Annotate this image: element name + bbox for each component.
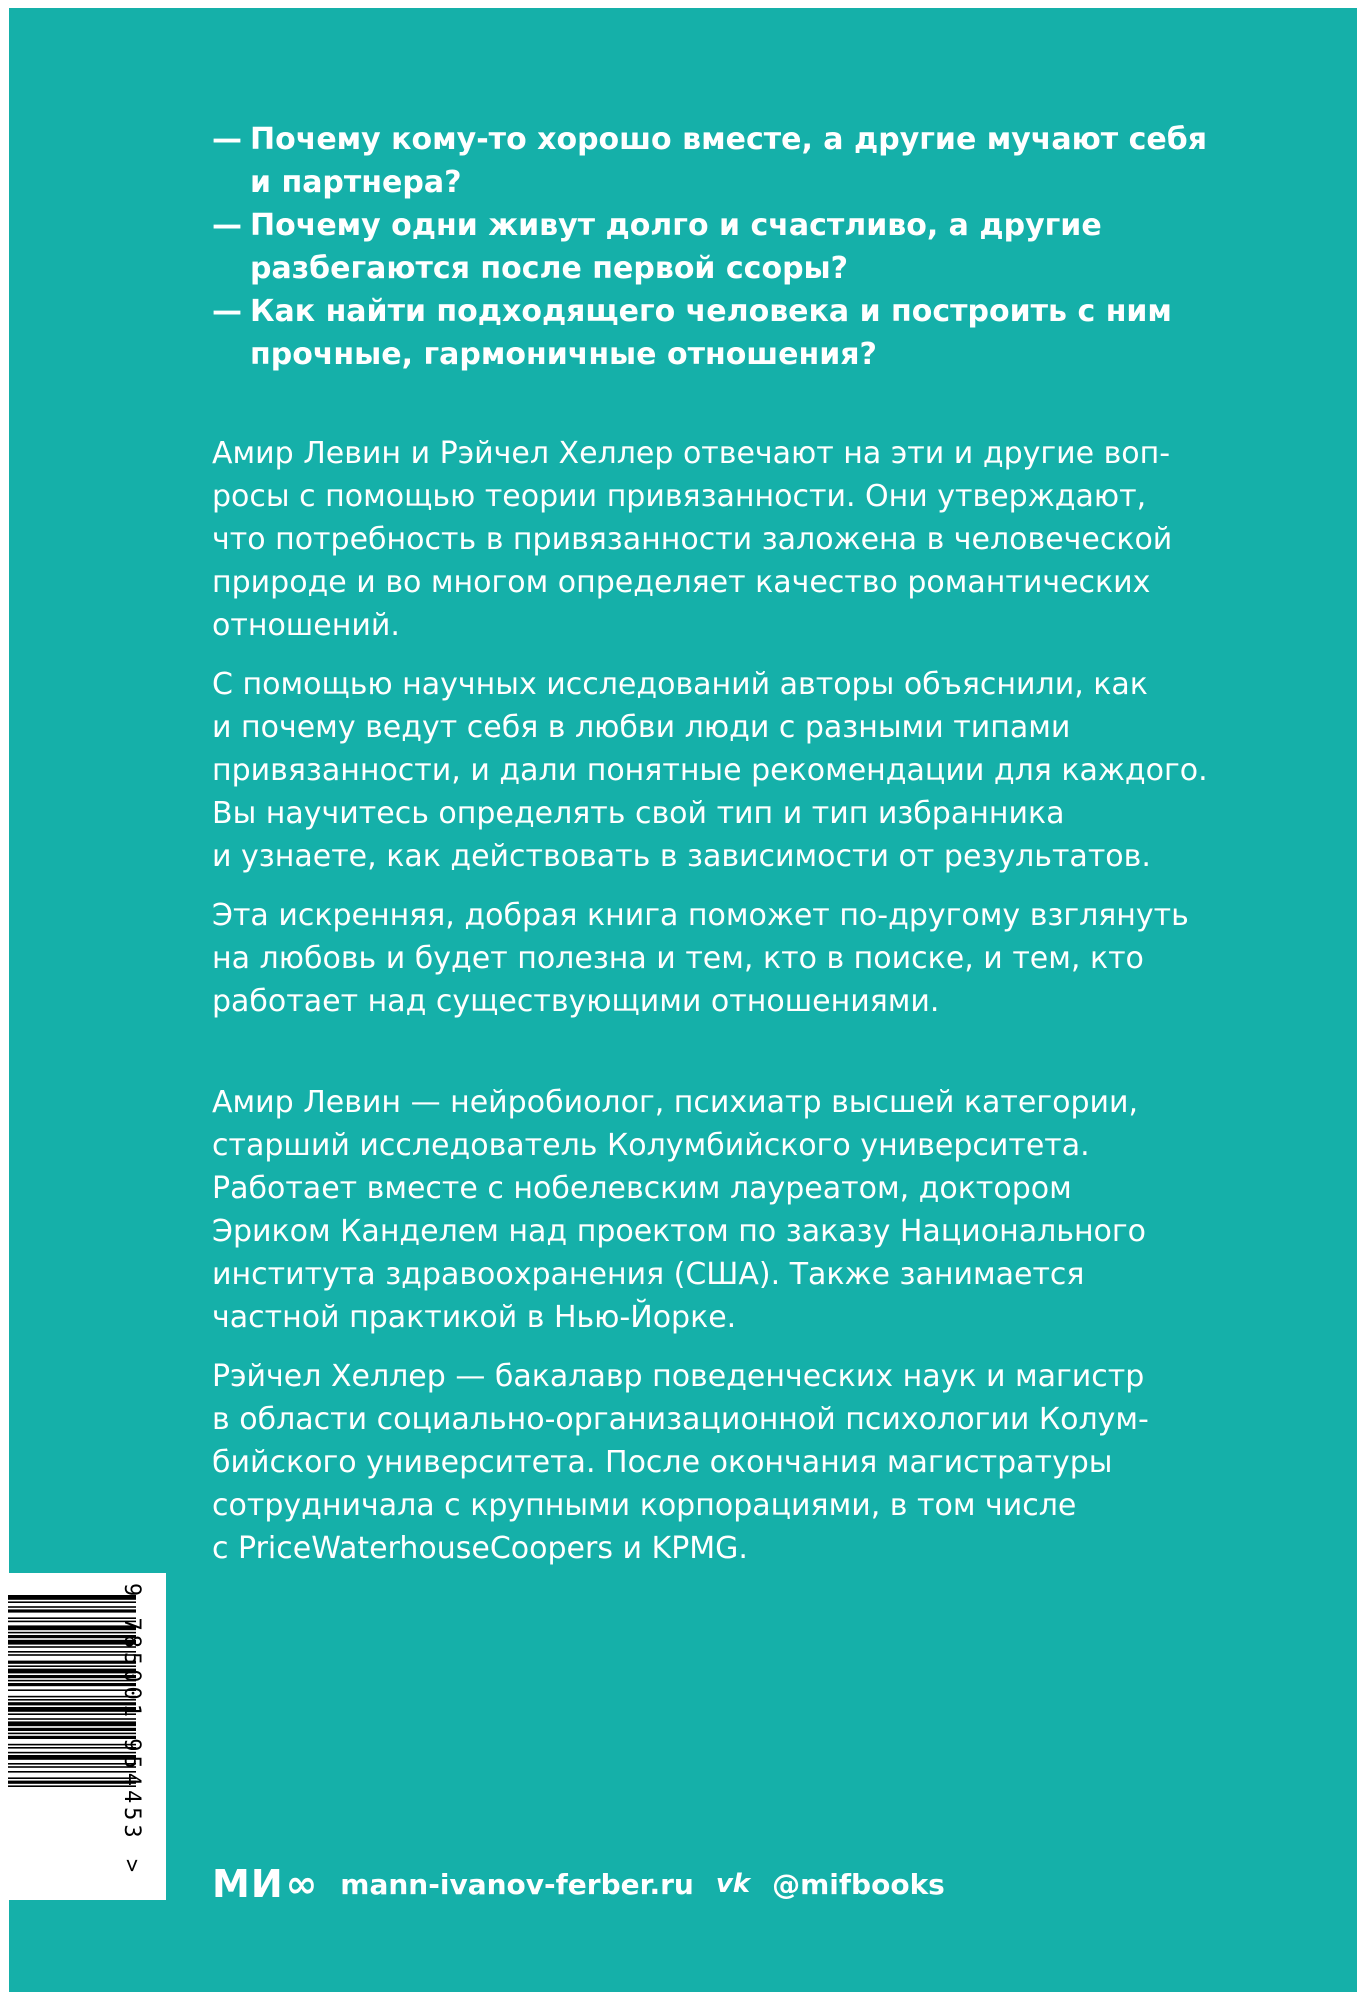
em-dash: — <box>212 122 242 157</box>
barcode-bar <box>8 1606 136 1608</box>
barcode-bar <box>8 1744 136 1746</box>
barcode-bar <box>8 1640 136 1645</box>
barcode-bar <box>8 1752 136 1754</box>
publisher-footer <box>212 1862 945 1906</box>
barcode-bar <box>8 1785 136 1787</box>
barcode-bar <box>8 1683 136 1686</box>
barcode-bar <box>8 1661 136 1664</box>
barcode-bar <box>8 1721 136 1726</box>
mif-logo <box>212 1862 318 1906</box>
barcode-bar <box>8 1718 136 1720</box>
barcode-bar <box>8 1646 136 1648</box>
description-paragraph: Эта искренняя, добрая книга поможет по-другому взглянуть на любовь и будет полезна и тем, кто в поиске, и тем, кто работает над существующими отношениями. <box>212 898 1189 1019</box>
book-description <box>212 432 1212 1039</box>
barcode-bar <box>8 1601 136 1603</box>
barcode-bar <box>8 1781 136 1784</box>
description-paragraph: С помощью научных исследований авторы объяснили, как и почему ведут себя в любви люди с разными типами привязанности, и дали понятные рекомендации для каждого. Вы научитесь определять свой тип и тип избранника и узнаете, как действовать в зависимости от результатов. <box>212 667 1208 874</box>
barcode-bar <box>8 1595 136 1600</box>
isbn-number: 9 785001 954453 > <box>119 1583 144 1877</box>
em-dash: — <box>212 208 242 243</box>
barcode-bar <box>8 1654 136 1656</box>
barcode-bar <box>8 1696 136 1698</box>
question-text: Как найти подходящего человека и построить с ним прочные, гармоничные отношения? <box>250 294 1172 372</box>
author-bios <box>212 1081 1212 1586</box>
website-link[interactable]: mann-ivanov-ferber.ru <box>340 1867 694 1901</box>
infinity-icon: ∞ <box>285 1862 319 1906</box>
question-item <box>212 290 1212 376</box>
barcode-bar <box>8 1707 136 1712</box>
barcode-bar <box>8 1665 136 1667</box>
logo-letters: МИ <box>212 1862 284 1906</box>
question-item <box>212 204 1212 290</box>
barcode-bar <box>8 1728 136 1731</box>
question-list <box>212 118 1212 376</box>
barcode-bar <box>8 1747 136 1749</box>
question-text: Почему кому-то хорошо вместе, а другие мучают себя и партнера? <box>250 122 1207 200</box>
question-text: Почему одни живут долго и счастливо, а другие разбегаются после первой ссоры? <box>250 208 1102 286</box>
barcode-bar <box>8 1621 136 1623</box>
barcode-bar <box>8 1609 136 1612</box>
barcode-bar <box>8 1651 136 1653</box>
social-handle[interactable]: @mifbooks <box>772 1867 945 1901</box>
barcode-bar <box>8 1689 136 1691</box>
barcode-bar <box>8 1680 136 1682</box>
barcode-bar <box>8 1669 136 1674</box>
barcode-bar <box>8 1699 136 1701</box>
em-dash: — <box>212 294 242 329</box>
barcode-bar <box>8 1617 136 1619</box>
vk-icon[interactable]: vk <box>715 1869 751 1899</box>
barcode-bar <box>8 1777 136 1779</box>
barcode-bar <box>8 1625 136 1630</box>
author-bio-heller: Рэйчел Хеллер — бакалавр поведенческих наук и магистр в области социально-организационной психологии Колум- бийского университета. После окончания магистратуры сотрудничала с крупными корпорациями, в том числе с PriceWaterhouseCoopers и KPMG. <box>212 1359 1149 1566</box>
barcode-bar <box>8 1635 136 1638</box>
barcode-bar <box>8 1733 136 1735</box>
barcode-bar <box>8 1736 136 1739</box>
barcode-bar <box>8 1755 136 1760</box>
barcode-bar <box>8 1702 136 1705</box>
question-item <box>212 118 1212 204</box>
barcode-bar <box>8 1771 136 1773</box>
author-bio-levine: Амир Левин — нейробиолог, психиатр высшей категории, старший исследователь Колумбийского университета. Работает вместе с нобелевским лауреатом, доктором Эриком Канделем над проектом по заказу Национального института здравоохранения (США). Также занимается частной практикой в Нью-Йорке. <box>212 1085 1147 1335</box>
barcode-bar <box>8 1675 136 1678</box>
barcode-bar <box>8 1763 136 1765</box>
barcode-bar <box>8 1766 136 1768</box>
barcode-bar <box>8 1632 136 1634</box>
description-paragraph: Амир Левин и Рэйчел Хеллер отвечают на эти и другие воп- росы с помощью теории привязанности. Они утверждают, что потребность в привязанности заложена в человеческой природе и во многом определяет качество романтических отношений. <box>212 436 1173 643</box>
barcode-bar <box>8 1713 136 1715</box>
